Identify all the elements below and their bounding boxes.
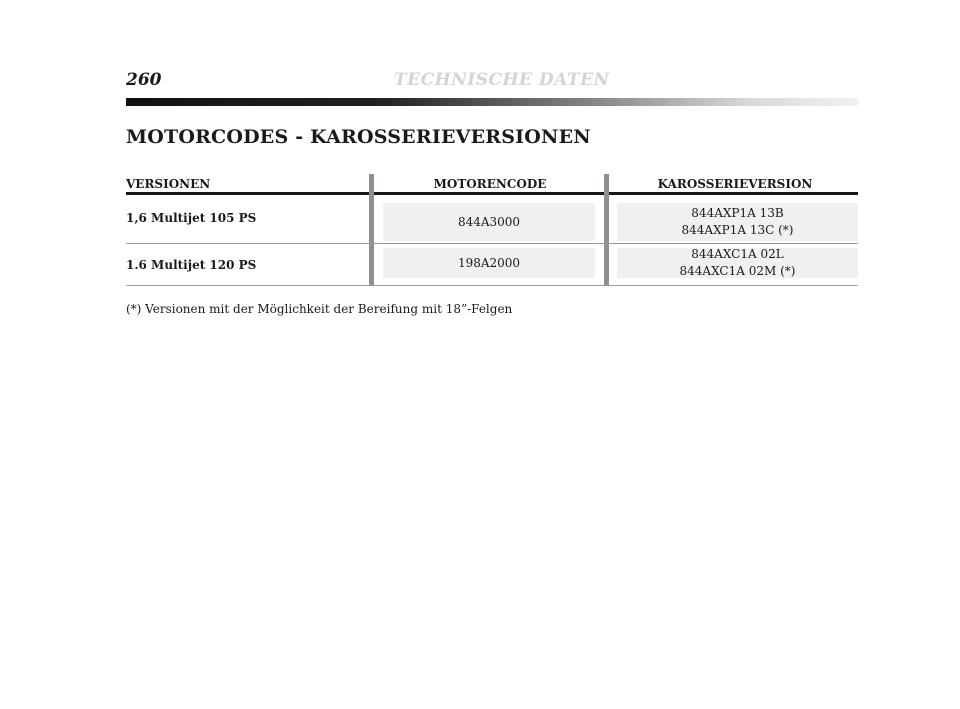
body-version-cell: [617, 203, 858, 241]
motor-code-cell: [383, 248, 595, 278]
row-divider: [126, 243, 858, 244]
column-header-versions: VERSIONEN: [126, 177, 211, 191]
body-version-line: 844AXP1A 13B: [691, 206, 784, 220]
row-divider: [126, 285, 858, 286]
body-version-cell: [617, 248, 858, 278]
column-divider: [604, 174, 609, 286]
body-version-line: 844AXC1A 02M (*): [679, 264, 796, 278]
page-number: 260: [126, 70, 162, 90]
motor-code-value: 844A3000: [457, 214, 521, 229]
column-header-body-version: KAROSSERIEVERSION: [657, 177, 813, 191]
version-cell: 1,6 Multijet 105 PS: [126, 211, 257, 225]
column-header-motor-code: MOTORENCODE: [433, 177, 547, 191]
footnote: (*) Versionen mit der Möglichkeit der Bereifung mit 18”-Felgen: [126, 302, 513, 316]
header-divider: [126, 98, 858, 106]
page-title: MOTORCODES - KAROSSERIEVERSIONEN: [126, 126, 591, 148]
motor-code-cell: [383, 203, 595, 241]
section-header: TECHNISCHE DATEN: [394, 70, 610, 90]
body-version-line: 844AXC1A 02L: [691, 247, 784, 261]
column-divider: [369, 174, 374, 286]
table-header-rule: [126, 192, 858, 195]
body-version-line: 844AXP1A 13C (*): [681, 223, 794, 237]
version-cell: 1.6 Multijet 120 PS: [126, 258, 257, 272]
motor-code-value: 198A2000: [457, 255, 521, 270]
